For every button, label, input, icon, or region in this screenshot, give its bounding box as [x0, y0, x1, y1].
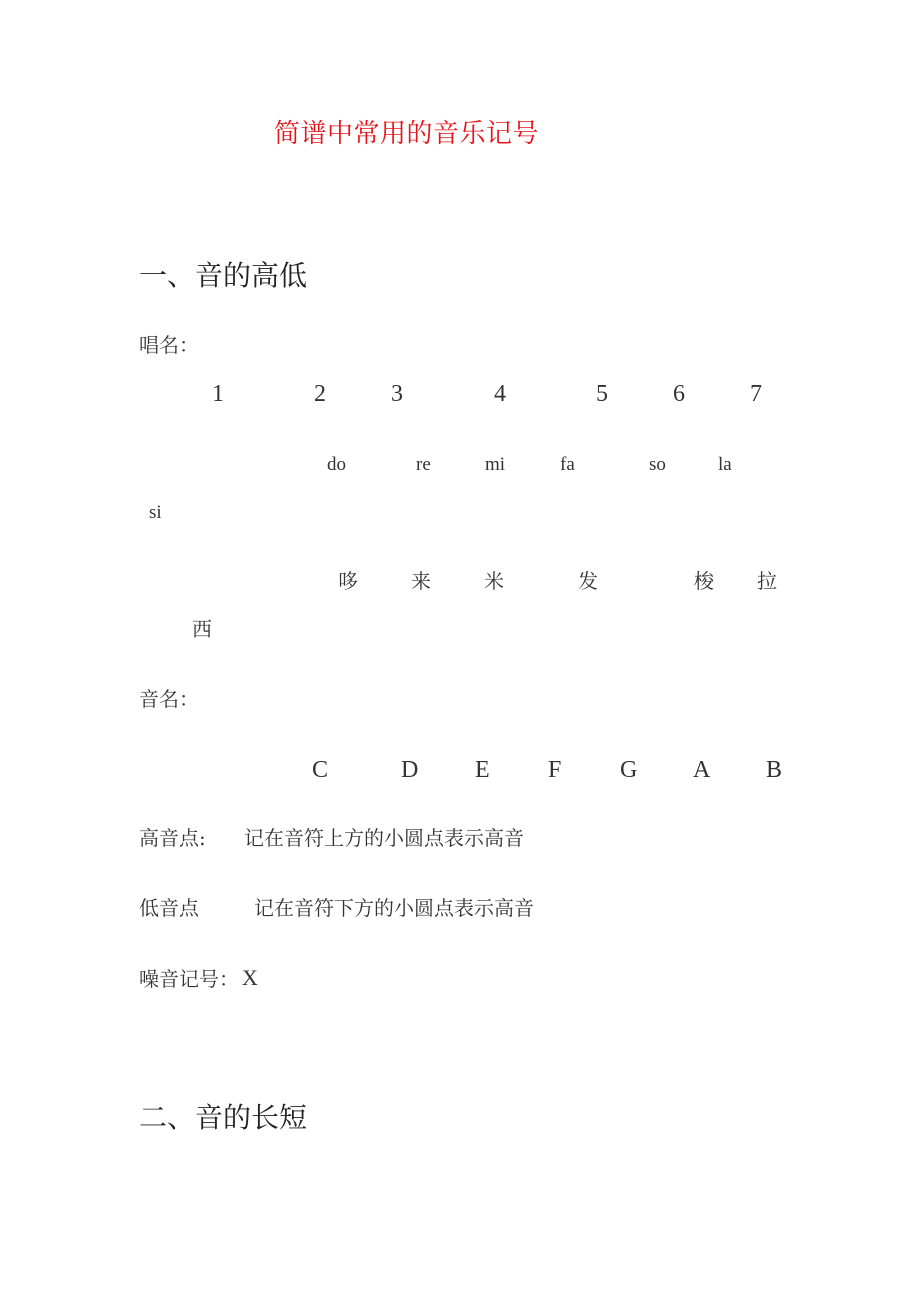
number-5: 5: [596, 381, 608, 407]
high-dot-label: 高音点:: [139, 826, 206, 850]
section-heading-duration: 二、音的长短: [139, 1101, 308, 1134]
chinese-syllable-xi: 西: [192, 617, 212, 641]
solfege-label: 唱名：: [139, 333, 199, 357]
note-name-g: G: [620, 757, 638, 783]
note-name-f: F: [548, 757, 562, 783]
high-dot-description: 记在音符上方的小圆点表示高音: [244, 826, 524, 850]
chinese-syllable-mi: 米: [484, 569, 504, 593]
syllable-re: re: [416, 454, 431, 475]
chinese-syllable-suo: 梭: [694, 569, 714, 593]
note-name-b: B: [766, 757, 783, 783]
note-name-d: D: [401, 757, 419, 783]
syllable-fa: fa: [560, 454, 575, 475]
note-name-a: A: [693, 757, 711, 783]
low-dot-description: 记在音符下方的小圆点表示高音: [254, 896, 534, 920]
chinese-syllable-duo: 哆: [338, 569, 358, 593]
syllable-la: la: [718, 454, 732, 475]
noise-mark-label: 噪音记号：: [139, 967, 239, 991]
low-dot-label: 低音点: [139, 896, 199, 920]
syllable-mi: mi: [485, 454, 506, 475]
noise-mark-symbol: X: [242, 965, 258, 990]
chinese-syllable-fa: 发: [578, 569, 598, 593]
chinese-syllable-lai: 来: [411, 569, 431, 593]
number-7: 7: [750, 381, 762, 407]
number-1: 1: [212, 381, 224, 407]
number-6: 6: [673, 381, 685, 407]
section-heading-pitch: 一、音的高低: [139, 259, 308, 292]
syllable-si: si: [149, 502, 162, 523]
note-name-label: 音名：: [139, 687, 199, 711]
number-3: 3: [391, 381, 403, 407]
syllable-so: so: [649, 454, 666, 475]
note-name-c: C: [312, 757, 329, 783]
number-4: 4: [494, 381, 506, 407]
number-2: 2: [314, 381, 326, 407]
syllable-do: do: [327, 454, 346, 475]
note-name-e: E: [475, 757, 490, 783]
document-title: 简谱中常用的音乐记号: [274, 119, 540, 149]
chinese-syllable-la: 拉: [757, 569, 777, 593]
